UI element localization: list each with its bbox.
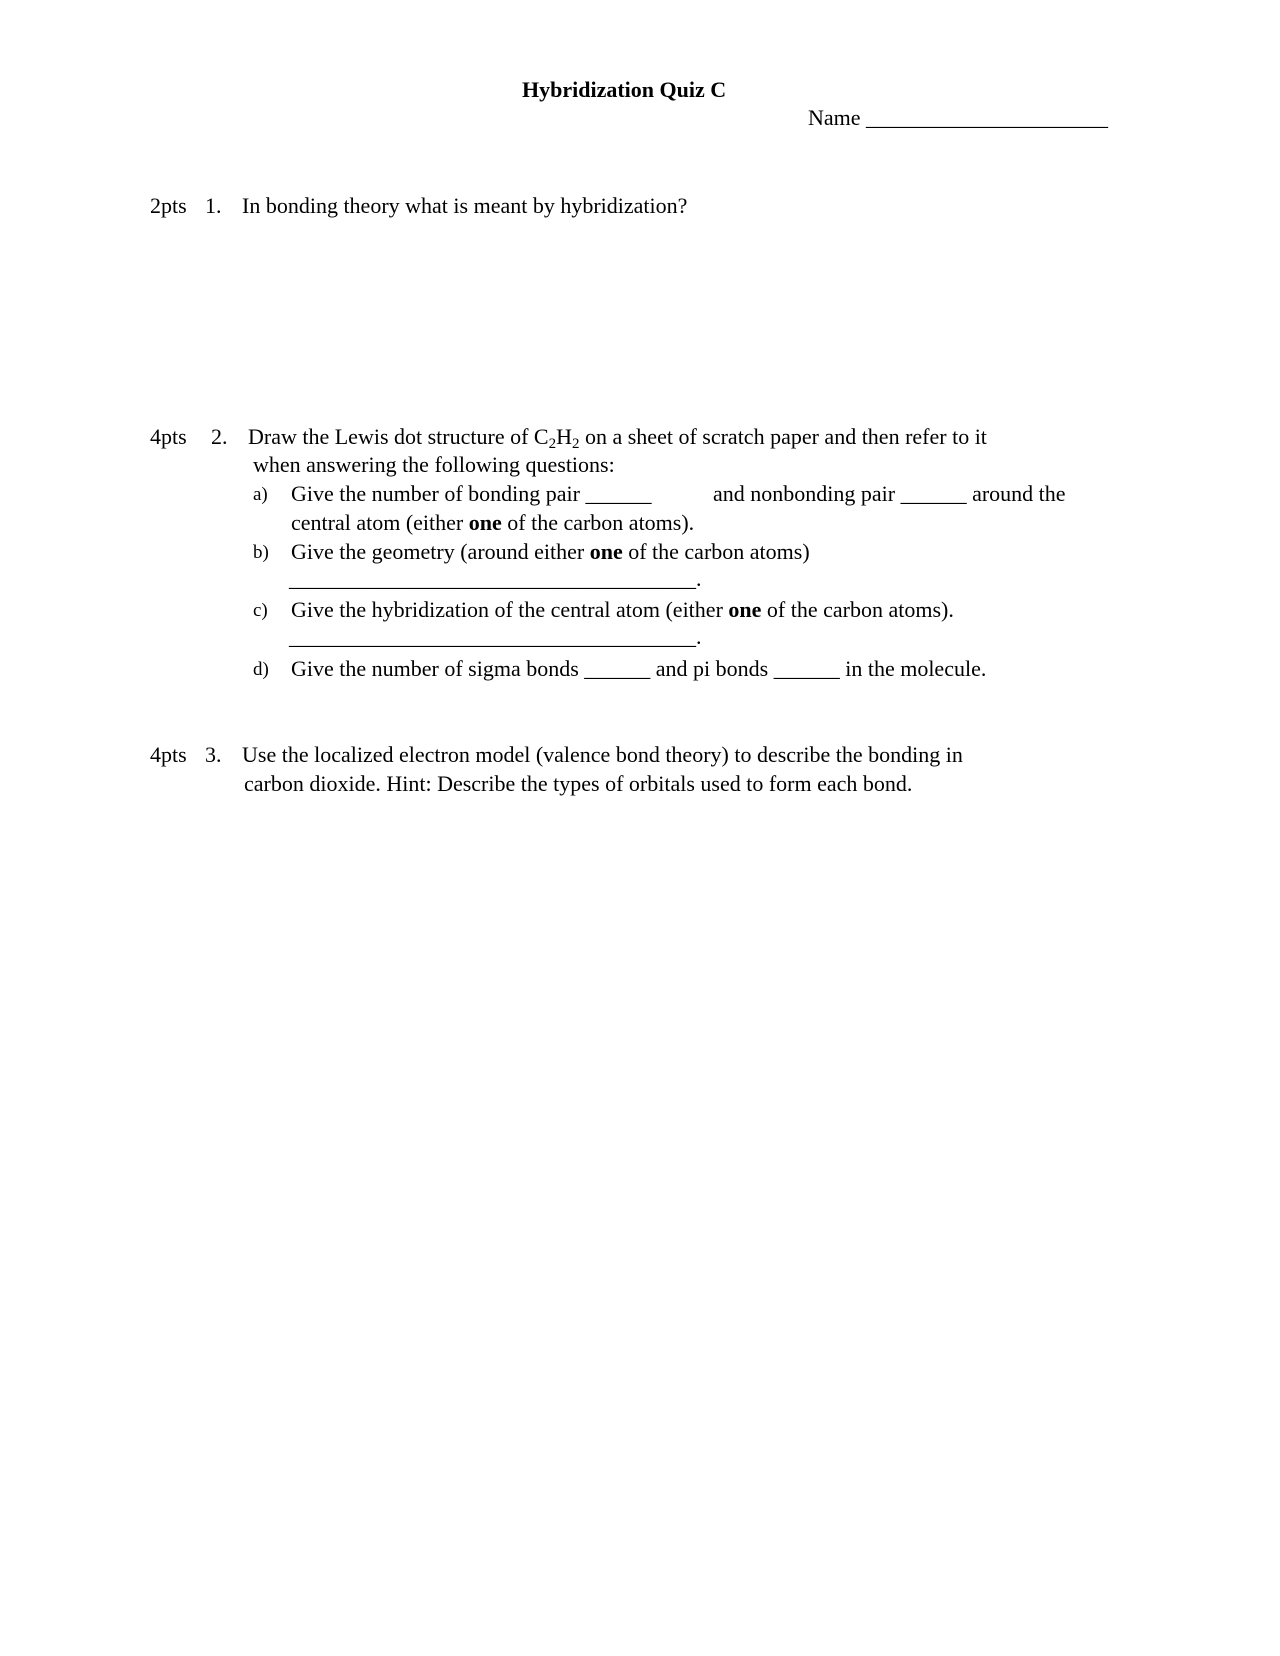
q2b-label: b)	[253, 542, 269, 563]
q2-points: 4pts	[150, 424, 187, 449]
q2c-label: c)	[253, 600, 268, 621]
name-field[interactable]	[808, 104, 1108, 132]
q2-subscript-h: 2	[571, 436, 580, 452]
q2c-line1-part1: Give the hybridization of the central atom (either	[291, 597, 729, 622]
q2-number: 2.	[211, 424, 228, 449]
q2b-line1-bold: one	[589, 539, 623, 564]
q2-subscript-c: 2	[548, 436, 557, 452]
q2c-answer-blank: _____________________________________.	[289, 624, 702, 649]
q2a-line2	[291, 509, 694, 537]
q2c-line1-part2: of the carbon atoms).	[761, 597, 954, 622]
q2a-line2-part1: central atom (either	[291, 510, 469, 535]
q2d-label: d)	[253, 659, 269, 680]
q2-line2: when answering the following questions:	[253, 452, 615, 477]
q2-line1-h: H	[556, 424, 572, 449]
q2b-answer-blank: _____________________________________.	[289, 566, 702, 591]
q2a-line2-part2: of the carbon atoms).	[501, 510, 695, 535]
q2a-label: a)	[253, 484, 268, 505]
q1-number: 1.	[205, 193, 222, 218]
name-label: Name	[808, 105, 861, 130]
page-title: Hybridization Quiz C	[522, 77, 727, 102]
q2-line1	[248, 423, 987, 454]
q2b-line1-part2: of the carbon atoms)	[622, 539, 810, 564]
q2c-line1	[291, 596, 954, 624]
name-blank: ______________________	[866, 105, 1109, 130]
q2-line1-suffix: on a sheet of scratch paper and then refer to it	[579, 424, 987, 449]
q1-points: 2pts	[150, 193, 187, 218]
q2b-line1-part1: Give the geometry (around either	[291, 539, 590, 564]
q3-points: 4pts	[150, 742, 187, 767]
q3-line1: Use the localized electron model (valence bond theory) to describe the bonding in	[242, 742, 963, 767]
q2b-line1	[291, 538, 810, 566]
q3-line2: carbon dioxide. Hint: Describe the types of orbitals used to form each bond.	[244, 771, 913, 796]
q2-line1-prefix: Draw the Lewis dot structure of C	[248, 424, 549, 449]
q2d-text: Give the number of sigma bonds ______ and pi bonds ______ in the molecule.	[291, 656, 987, 681]
q2a-line1-part2: and nonbonding pair ______ around the	[713, 481, 1066, 506]
q2a-line2-bold: one	[468, 510, 502, 535]
q2c-line1-bold: one	[728, 597, 762, 622]
q3-number: 3.	[205, 742, 222, 767]
q2a-line1-part1: Give the number of bonding pair ______	[291, 481, 652, 506]
q1-text: In bonding theory what is meant by hybridization?	[242, 193, 688, 218]
